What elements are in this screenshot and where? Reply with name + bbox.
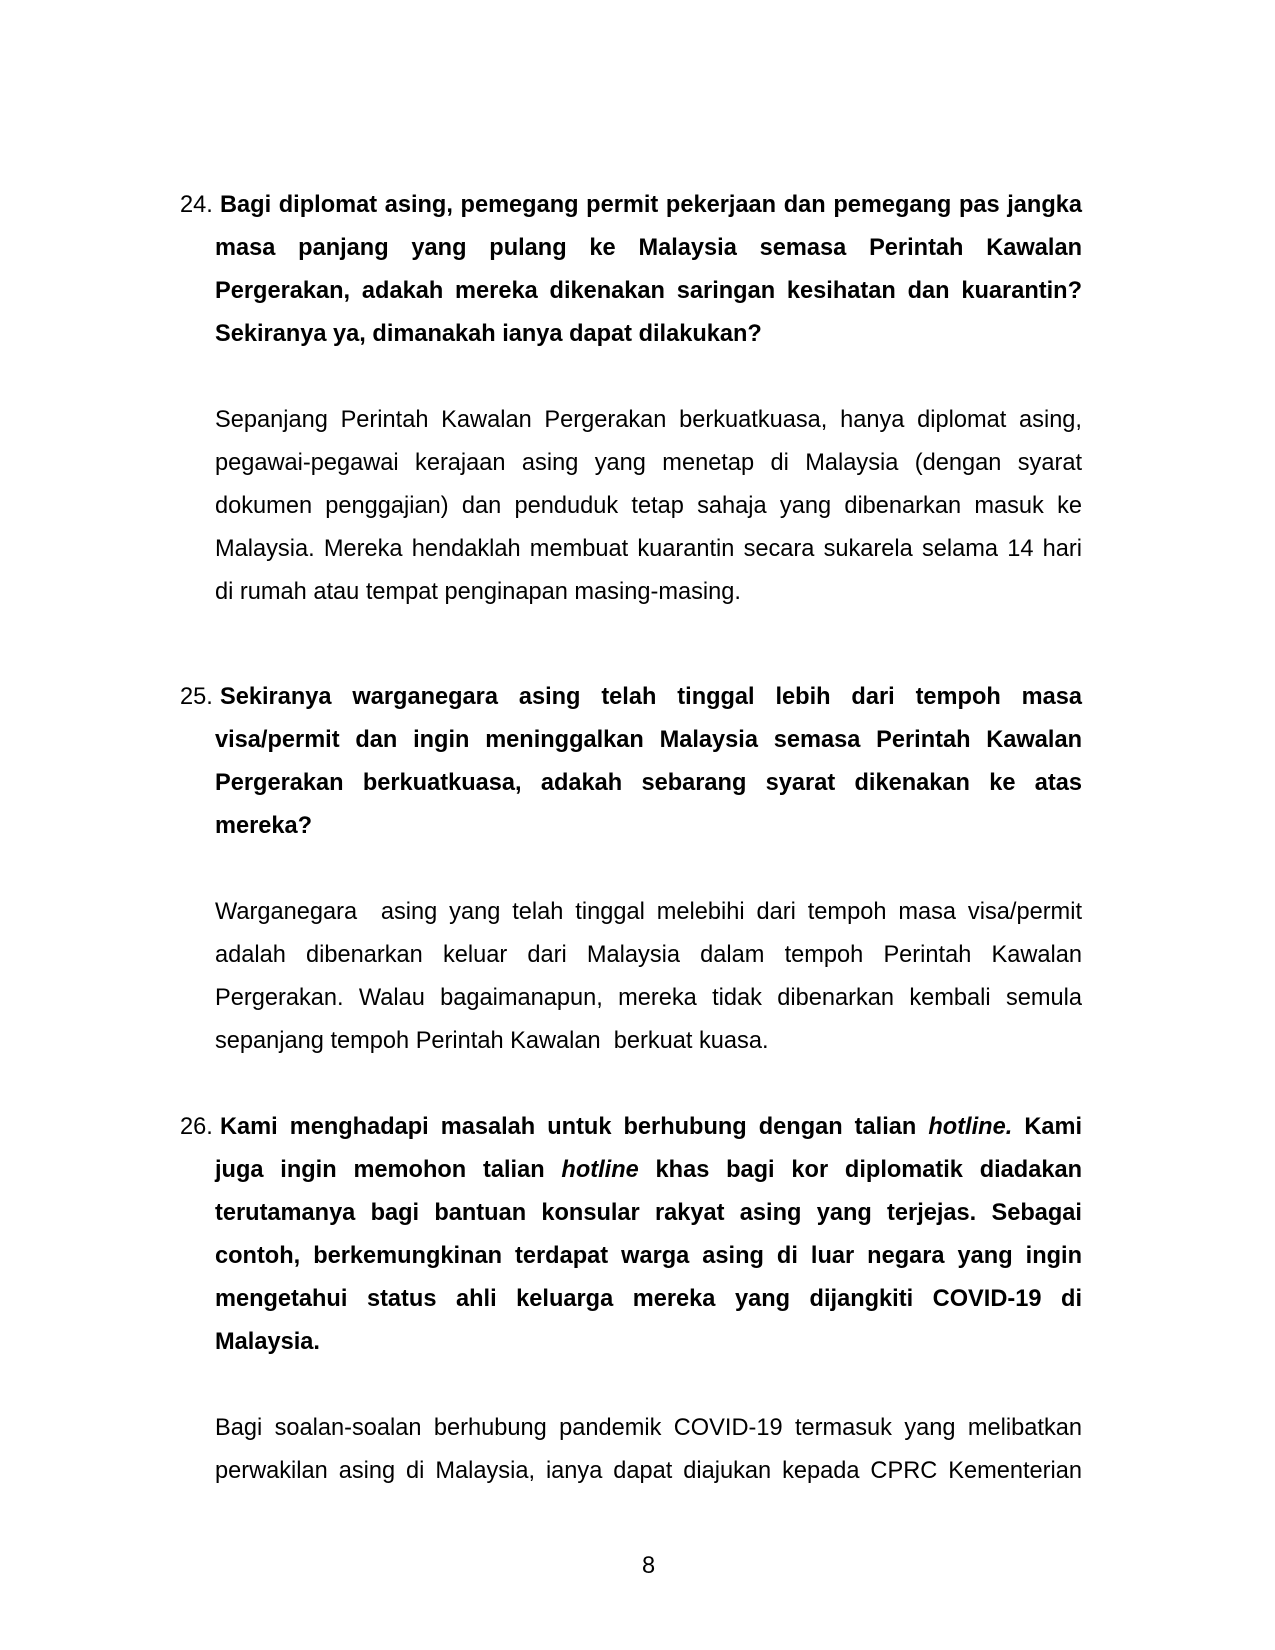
faq-answer: Bagi soalan-soalan berhubung pandemik COVID-19 termasuk yang melibatkan perwakilan asing di Malaysia, ianya dapat diajukan kepada CPRC Kementerian: [215, 1415, 1082, 1484]
faq-question: [180, 184, 1082, 356]
question-text-segment: Bagi diplomat asing, pemegang permit pekerjaan dan pemegang pas jangka masa panjang yang pulang ke Malaysia semasa Perintah Kawalan Pergerakan, adakah mereka dikenakan saringan kesihatan dan kuarantin? Sekiranya ya, dimanakah ianya dapat dilakukan?: [215, 192, 1082, 347]
faq-item-number: 26.: [180, 1114, 213, 1140]
faq-question-text: [215, 1114, 1082, 1355]
faq-item: [180, 676, 1082, 1063]
faq-item: [180, 184, 1082, 614]
faq-question-text: [215, 192, 1082, 347]
faq-question: [180, 1106, 1083, 1364]
faq-question-text: [215, 684, 1082, 839]
faq-item-number: 24.: [180, 192, 213, 218]
page-number: 8: [641, 1553, 656, 1579]
faq-answer: Sepanjang Perintah Kawalan Pergerakan berkuatkuasa, hanya diplomat asing, pegawai-pegawai kerajaan asing yang menetap di Malaysia (dengan syarat dokumen penggajian) dan penduduk tetap sahaja yang dibenarkan masuk ke Malaysia. Mereka hendaklah membuat kuarantin secara sukarela selama 14 hari di rumah atau tempat penginapan masing-masing.: [215, 407, 1082, 605]
faq-list: [180, 184, 1083, 1493]
faq-answer: Warganegara asing yang telah tinggal melebihi dari tempoh masa visa/permit adalah dibenarkan keluar dari Malaysia dalam tempoh Perintah Kawalan Pergerakan. Walau bagaimanapun, mereka tidak dibenarkan kembali semula sepanjang tempoh Perintah Kawalan berkuat kuasa.: [215, 899, 1082, 1054]
question-text-segment: hotline: [561, 1157, 639, 1183]
question-text-segment: Sekiranya warganegara asing telah tinggal lebih dari tempoh masa visa/permit dan ingin meninggalkan Malaysia semasa Perintah Kawalan Pergerakan berkuatkuasa, adakah sebarang syarat dikenakan ke atas mereka?: [215, 684, 1082, 839]
faq-item-number: 25.: [180, 684, 213, 710]
question-text-segment: hotline.: [928, 1114, 1013, 1140]
question-text-segment: Kami juga ingin memohon talian: [215, 1114, 1083, 1183]
faq-item: [180, 1106, 1083, 1493]
question-text-segment: khas bagi kor diplomatik diadakan terutamanya bagi bantuan konsular rakyat asing yang terjejas. Sebagai contoh, berkemungkinan terdapat warga asing di luar negara yang ingin mengetahui status ahli keluarga mereka yang dijangkiti COVID-19 di Malaysia.: [215, 1157, 1082, 1355]
faq-question: [180, 676, 1082, 848]
question-text-segment: Kami menghadapi masalah untuk berhubung dengan talian: [220, 1114, 929, 1140]
